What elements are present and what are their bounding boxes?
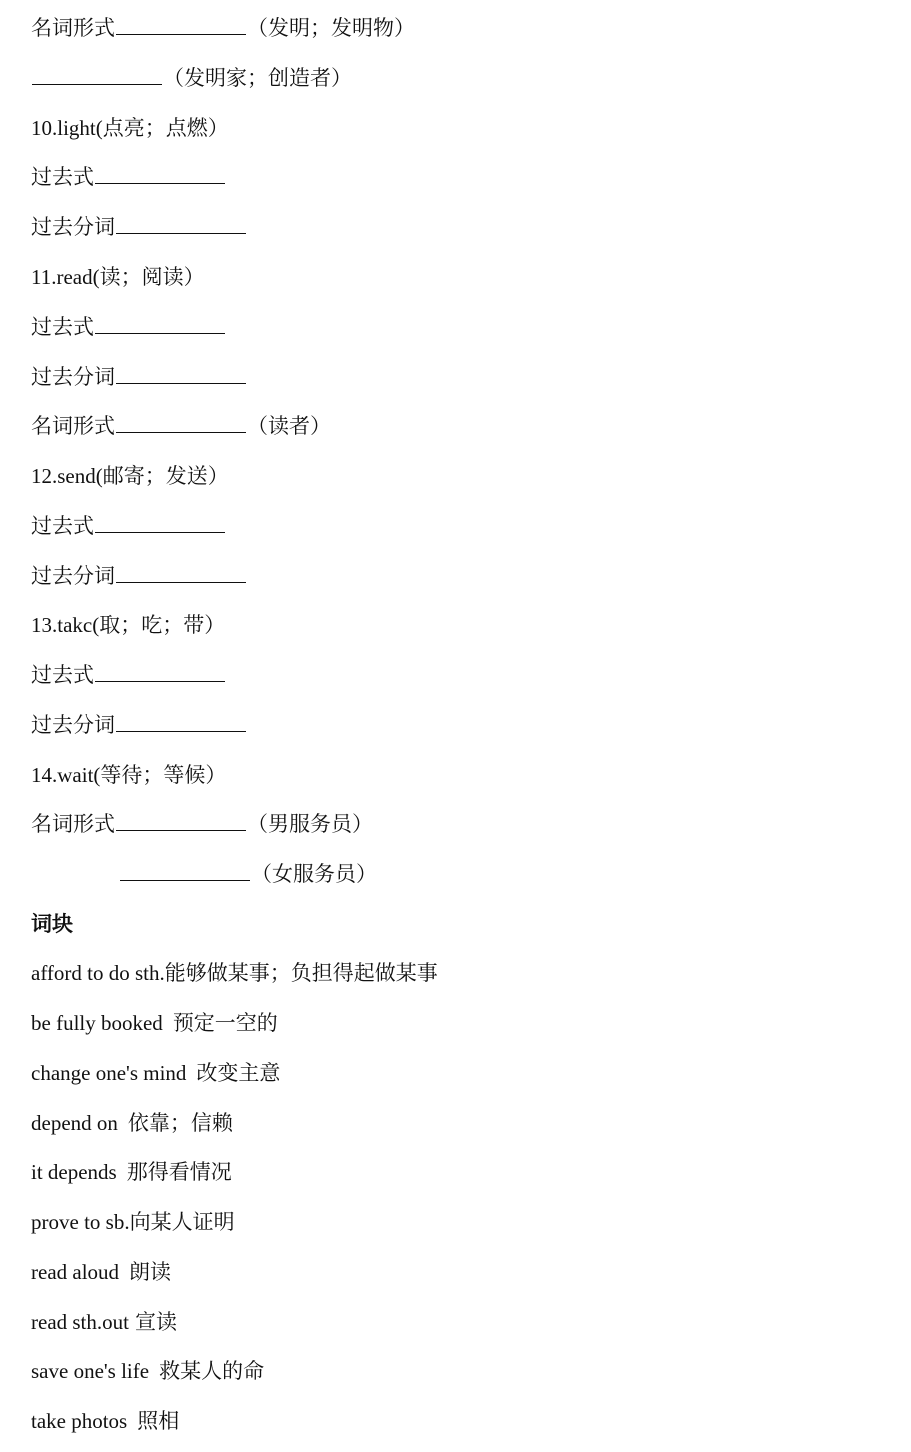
row-gloss: （读者） <box>247 414 331 438</box>
fill-in-row <box>31 62 352 94</box>
row-label: 过去式 <box>31 663 94 687</box>
row-label: 名词形式 <box>31 414 115 438</box>
phrase-english: save one's life <box>31 1359 150 1383</box>
phrase-item <box>31 957 438 989</box>
answer-blank[interactable] <box>120 858 250 881</box>
answer-blank[interactable] <box>116 560 246 583</box>
phrase-item <box>31 1355 264 1387</box>
phrase-chinese: 那得看情况 <box>126 1160 232 1184</box>
phrase-english: depend on <box>31 1111 118 1135</box>
fill-in-row <box>31 858 377 890</box>
phrase-chinese: 救某人的命 <box>159 1359 265 1383</box>
fill-in-row <box>31 808 373 840</box>
phrase-chinese: 宣读 <box>134 1310 177 1334</box>
answer-blank[interactable] <box>95 510 225 533</box>
answer-blank[interactable] <box>116 12 246 35</box>
answer-blank[interactable] <box>32 62 162 85</box>
row-label: 过去分词 <box>31 215 115 239</box>
fill-in-row <box>31 560 247 592</box>
answer-blank[interactable] <box>116 361 246 384</box>
row-gloss: （男服务员） <box>247 812 373 836</box>
phrase-chinese: 改变主意 <box>196 1061 281 1085</box>
row-gloss: （发明家；创造者） <box>163 66 352 90</box>
row-label: 过去式 <box>31 315 94 339</box>
row-gloss: （发明；发明物） <box>247 16 415 40</box>
word-heading: 12.send(邮寄；发送） <box>31 464 229 488</box>
word-heading: 10.light(点亮；点燃） <box>31 116 229 140</box>
phrase-item <box>31 1206 235 1238</box>
phrase-english: change one's mind <box>31 1061 187 1085</box>
phrase-english: read aloud <box>31 1260 120 1284</box>
phrase-chinese: 预定一空的 <box>172 1011 278 1035</box>
row-label: 过去分词 <box>31 564 115 588</box>
answer-blank[interactable] <box>95 659 225 682</box>
fill-in-row <box>31 211 247 243</box>
answer-blank[interactable] <box>116 211 246 234</box>
fill-in-row <box>31 410 331 442</box>
fill-in-row <box>31 709 247 741</box>
row-label: 过去式 <box>31 514 94 538</box>
answer-blank[interactable] <box>116 808 246 831</box>
phrase-chinese: 照相 <box>137 1409 180 1433</box>
phrase-item <box>31 1107 233 1139</box>
word-heading: 13.takc(取；吃；带） <box>31 613 226 637</box>
phrase-item <box>31 1007 278 1039</box>
answer-blank[interactable] <box>116 410 246 433</box>
phrase-english: it depends <box>31 1160 117 1184</box>
fill-in-row <box>31 510 226 542</box>
word-heading: 14.wait(等待；等候） <box>31 763 227 787</box>
phrase-english: prove to sb. <box>31 1210 130 1234</box>
answer-blank[interactable] <box>95 311 225 334</box>
row-label: 过去分词 <box>31 713 115 737</box>
phrase-english: take photos <box>31 1409 128 1433</box>
row-label: 过去分词 <box>31 365 115 389</box>
fill-in-row <box>31 361 247 393</box>
section-title: 词块 <box>31 912 73 936</box>
phrase-item <box>31 1256 171 1288</box>
phrase-chinese: 朗读 <box>129 1260 172 1284</box>
fill-in-row <box>31 161 226 193</box>
row-label: 名词形式 <box>31 812 115 836</box>
word-heading: 11.read(读；阅读） <box>31 265 205 289</box>
row-gloss: （女服务员） <box>251 862 377 886</box>
phrase-item <box>31 1306 177 1338</box>
row-label: 过去式 <box>31 165 94 189</box>
phrase-chinese: 向某人证明 <box>129 1210 235 1234</box>
fill-in-row <box>31 311 226 343</box>
fill-in-row <box>31 12 415 44</box>
row-label: 名词形式 <box>31 16 115 40</box>
answer-blank[interactable] <box>116 709 246 732</box>
phrase-item <box>31 1405 179 1437</box>
phrase-english: afford to do sth. <box>31 961 165 985</box>
phrase-english: be fully booked <box>31 1011 163 1035</box>
phrase-item <box>31 1057 280 1089</box>
phrase-chinese: 能够做某事；负担得起做某事 <box>164 961 438 985</box>
phrase-english: read sth.out <box>31 1310 129 1334</box>
fill-in-row <box>31 659 226 691</box>
phrase-item <box>31 1156 232 1188</box>
phrase-chinese: 依靠；信赖 <box>127 1111 233 1135</box>
answer-blank[interactable] <box>95 161 225 184</box>
